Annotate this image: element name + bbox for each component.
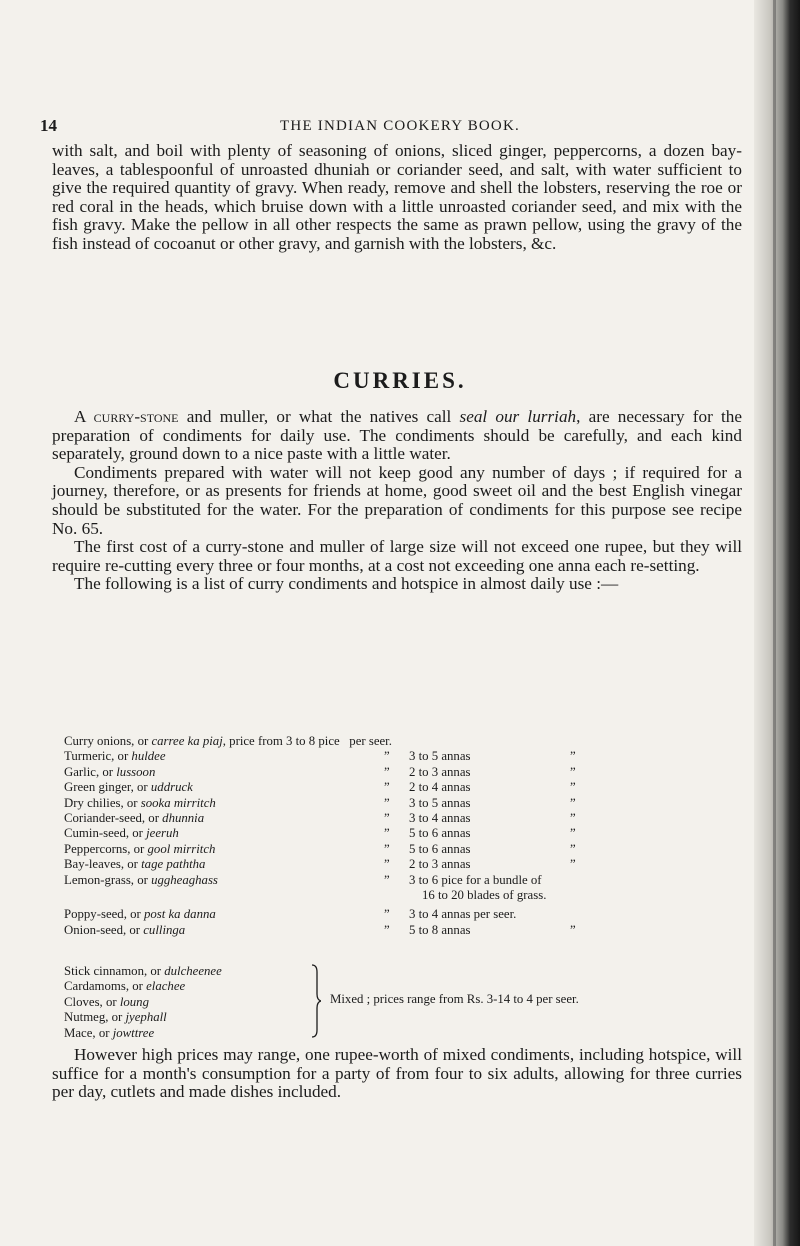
ditto-mark: ” [384, 907, 390, 922]
ditto-mark: ” [570, 857, 576, 872]
mixed-spices-group [64, 964, 754, 1042]
ditto-mark: ” [384, 764, 390, 779]
condiment-price: 3 to 5 annas [409, 795, 471, 810]
spice-name: Cardamoms, or [64, 979, 147, 994]
mixed-price-note: Mixed ; prices range from Rs. 3-14 to 4 per seer. [330, 992, 579, 1006]
ditto-mark: ” [384, 795, 390, 810]
condiment-native-name: uggheaghass [151, 872, 218, 887]
table-row [64, 765, 754, 780]
binding-stripe [773, 0, 776, 1246]
price-lead: , price from [222, 734, 287, 748]
table-row [64, 796, 754, 811]
ditto-mark: ” [570, 826, 576, 841]
table-row [64, 923, 754, 938]
condiment-native-name: tage paththa [141, 857, 206, 872]
ditto-mark: ” [570, 922, 576, 937]
condiment-native-name: sooka mirritch [140, 795, 216, 810]
table-row [64, 811, 754, 826]
ditto-mark: ” [384, 872, 390, 887]
condiment-price: 5 to 6 annas [409, 841, 471, 856]
curry-stone-cost-paragraph: The first cost of a curry-stone and muller of large size will not exceed one rupee, but they will require re-cutting every three or four months, at a cost not exceeding one anna each re-setting. [52, 537, 742, 575]
list-intro-paragraph: The following is a list of curry condiments and hotspice in almost daily use :— [74, 574, 619, 594]
condiment-name: Green ginger, or [64, 780, 151, 795]
condiment-name: Cumin-seed, or [64, 826, 147, 841]
table-row [64, 780, 754, 795]
condiment-name: Onion-seed, or [64, 922, 144, 937]
condiment-price: 2 to 3 annas [409, 857, 471, 872]
spice-native-name: jyephall [125, 1010, 167, 1025]
closing-paragraph [52, 1046, 742, 1102]
condiment-price: 3 to 6 pice for a bundle of [409, 872, 542, 887]
condiment-price: 3 to 8 pice [286, 734, 340, 748]
condiment-price: 5 to 6 annas [409, 826, 471, 841]
lead-initial: A [74, 407, 94, 426]
spice-native-name: dulcheenee [164, 964, 222, 978]
condiments-keeping-paragraph: Condiments prepared with water will not keep good any number of days ; if required for a journey, therefore, or as presents for friends at home, good sweet oil and the best English vinegar should be substituted for the water. For the preparation of condiments for this purpose see recipe No. 65. [52, 462, 742, 538]
condiment-name: Peppercorns, or [64, 841, 148, 856]
condiment-name: Dry chilies, or [64, 795, 141, 810]
page-number: 14 [40, 116, 57, 135]
intro-text-b: , are necessary for the preparation of condiments for daily use. The condiments should be carefully, and each kind separately, ground down to a nice paste with a little water. [52, 407, 742, 464]
condiment-price: 3 to 5 annas [409, 749, 471, 764]
section-title: CURRIES. [333, 368, 467, 393]
condiment-native-name: huldee [131, 749, 166, 764]
spice-native-name: elachee [146, 979, 186, 994]
condiment-native-name: lussoon [116, 764, 156, 779]
condiment-name: Coriander-seed, or [64, 810, 163, 825]
condiment-price: 5 to 8 annas [409, 922, 471, 937]
condiment-name: Bay-leaves, or [64, 857, 142, 872]
table-row [64, 842, 754, 857]
table-row [64, 734, 754, 749]
page-header [40, 116, 760, 140]
running-head: THE INDIAN COOKERY BOOK. [280, 118, 520, 134]
spice-native-name: jowttree [112, 1025, 155, 1040]
condiment-native-name: gool mirritch [147, 841, 216, 856]
table-row [64, 888, 754, 903]
ditto-mark: ” [384, 810, 390, 825]
page-edge-shadow [754, 0, 800, 1246]
intro-text-a: and muller, or what the natives call [178, 407, 460, 426]
condiment-name: Curry onions, or [64, 734, 152, 748]
spice-name: Mace, or [64, 1025, 113, 1040]
condiment-native-name: post ka danna [143, 907, 216, 922]
table-row [64, 907, 754, 922]
table-row [64, 826, 754, 841]
ditto-mark: ” [570, 749, 576, 764]
ditto-mark: ” [384, 749, 390, 764]
lead-smallcaps: curry-stone [93, 407, 179, 426]
ditto-mark: ” [570, 841, 576, 856]
condiment-price: 2 to 4 annas [409, 780, 471, 795]
ditto-mark: ” [384, 857, 390, 872]
ditto-mark: ” [384, 780, 390, 795]
ditto-mark: ” [570, 810, 576, 825]
ditto-mark: ” [384, 841, 390, 856]
condiment-native-name: dhunnia [162, 810, 205, 825]
spice-native-name: loung [119, 994, 149, 1009]
native-term: seal our lurriah [459, 407, 577, 426]
condiment-native-name: uddruck [150, 780, 193, 795]
condiment-price: 2 to 3 annas [409, 764, 471, 779]
paragraph-text: with salt, and boil with plenty of seasoning of onions, sliced ginger, peppercorns, a dozen bay-leaves, a tablespoonful of unroasted dhuniah or coriander seed, and salt, with water sufficient to give the required quantity of gravy. When ready, remove and shell the lobsters, reserving the roe or red coral in the heads, which bruise down with a little unroasted coriander seed, and mix with the fish gravy. Make the pellow in all other respects the same as prawn pellow, using the gravy of the fish instead of cocoanut or other gravy, and garnish with the lobsters, &c. [52, 141, 742, 253]
condiment-price-continuation: 16 to 20 blades of grass. [422, 887, 547, 902]
ditto-mark: ” [384, 922, 390, 937]
grouping-brace [311, 964, 321, 1038]
condiment-name: Garlic, or [64, 764, 117, 779]
condiment-price: 3 to 4 annas [409, 810, 471, 825]
spice-name: Cloves, or [64, 994, 120, 1009]
price-unit: per seer. [349, 734, 392, 748]
paragraph-text: However high prices may range, one rupee-worth of mixed condiments, including hotspice, will suffice for a month's consumption for a party of from four to six adults, allowing for three curries per day, cutlets and made dishes included. [52, 1045, 742, 1102]
condiment-name: Lemon-grass, or [64, 872, 152, 887]
condiment-price-list [64, 734, 754, 1040]
ditto-mark: ” [570, 795, 576, 810]
ditto-mark: ” [570, 764, 576, 779]
table-row [64, 857, 754, 872]
condiment-price: 3 to 4 annas per seer. [409, 907, 517, 922]
condiment-native-name: cullinga [143, 922, 186, 937]
condiment-native-name: jeeruh [146, 826, 179, 841]
condiment-native-name: carree ka piaj [151, 734, 223, 748]
spice-name: Stick cinnamon, or [64, 964, 165, 978]
condiment-name: Poppy-seed, or [64, 907, 144, 922]
condiment-name: Turmeric, or [64, 749, 132, 764]
curries-intro [52, 408, 742, 594]
lobster-pellow-paragraph [52, 142, 742, 254]
intro-paragraph [52, 408, 742, 464]
table-row [64, 749, 754, 764]
table-row [64, 873, 754, 888]
ditto-mark: ” [384, 826, 390, 841]
spice-name: Nutmeg, or [64, 1010, 126, 1025]
ditto-mark: ” [570, 780, 576, 795]
